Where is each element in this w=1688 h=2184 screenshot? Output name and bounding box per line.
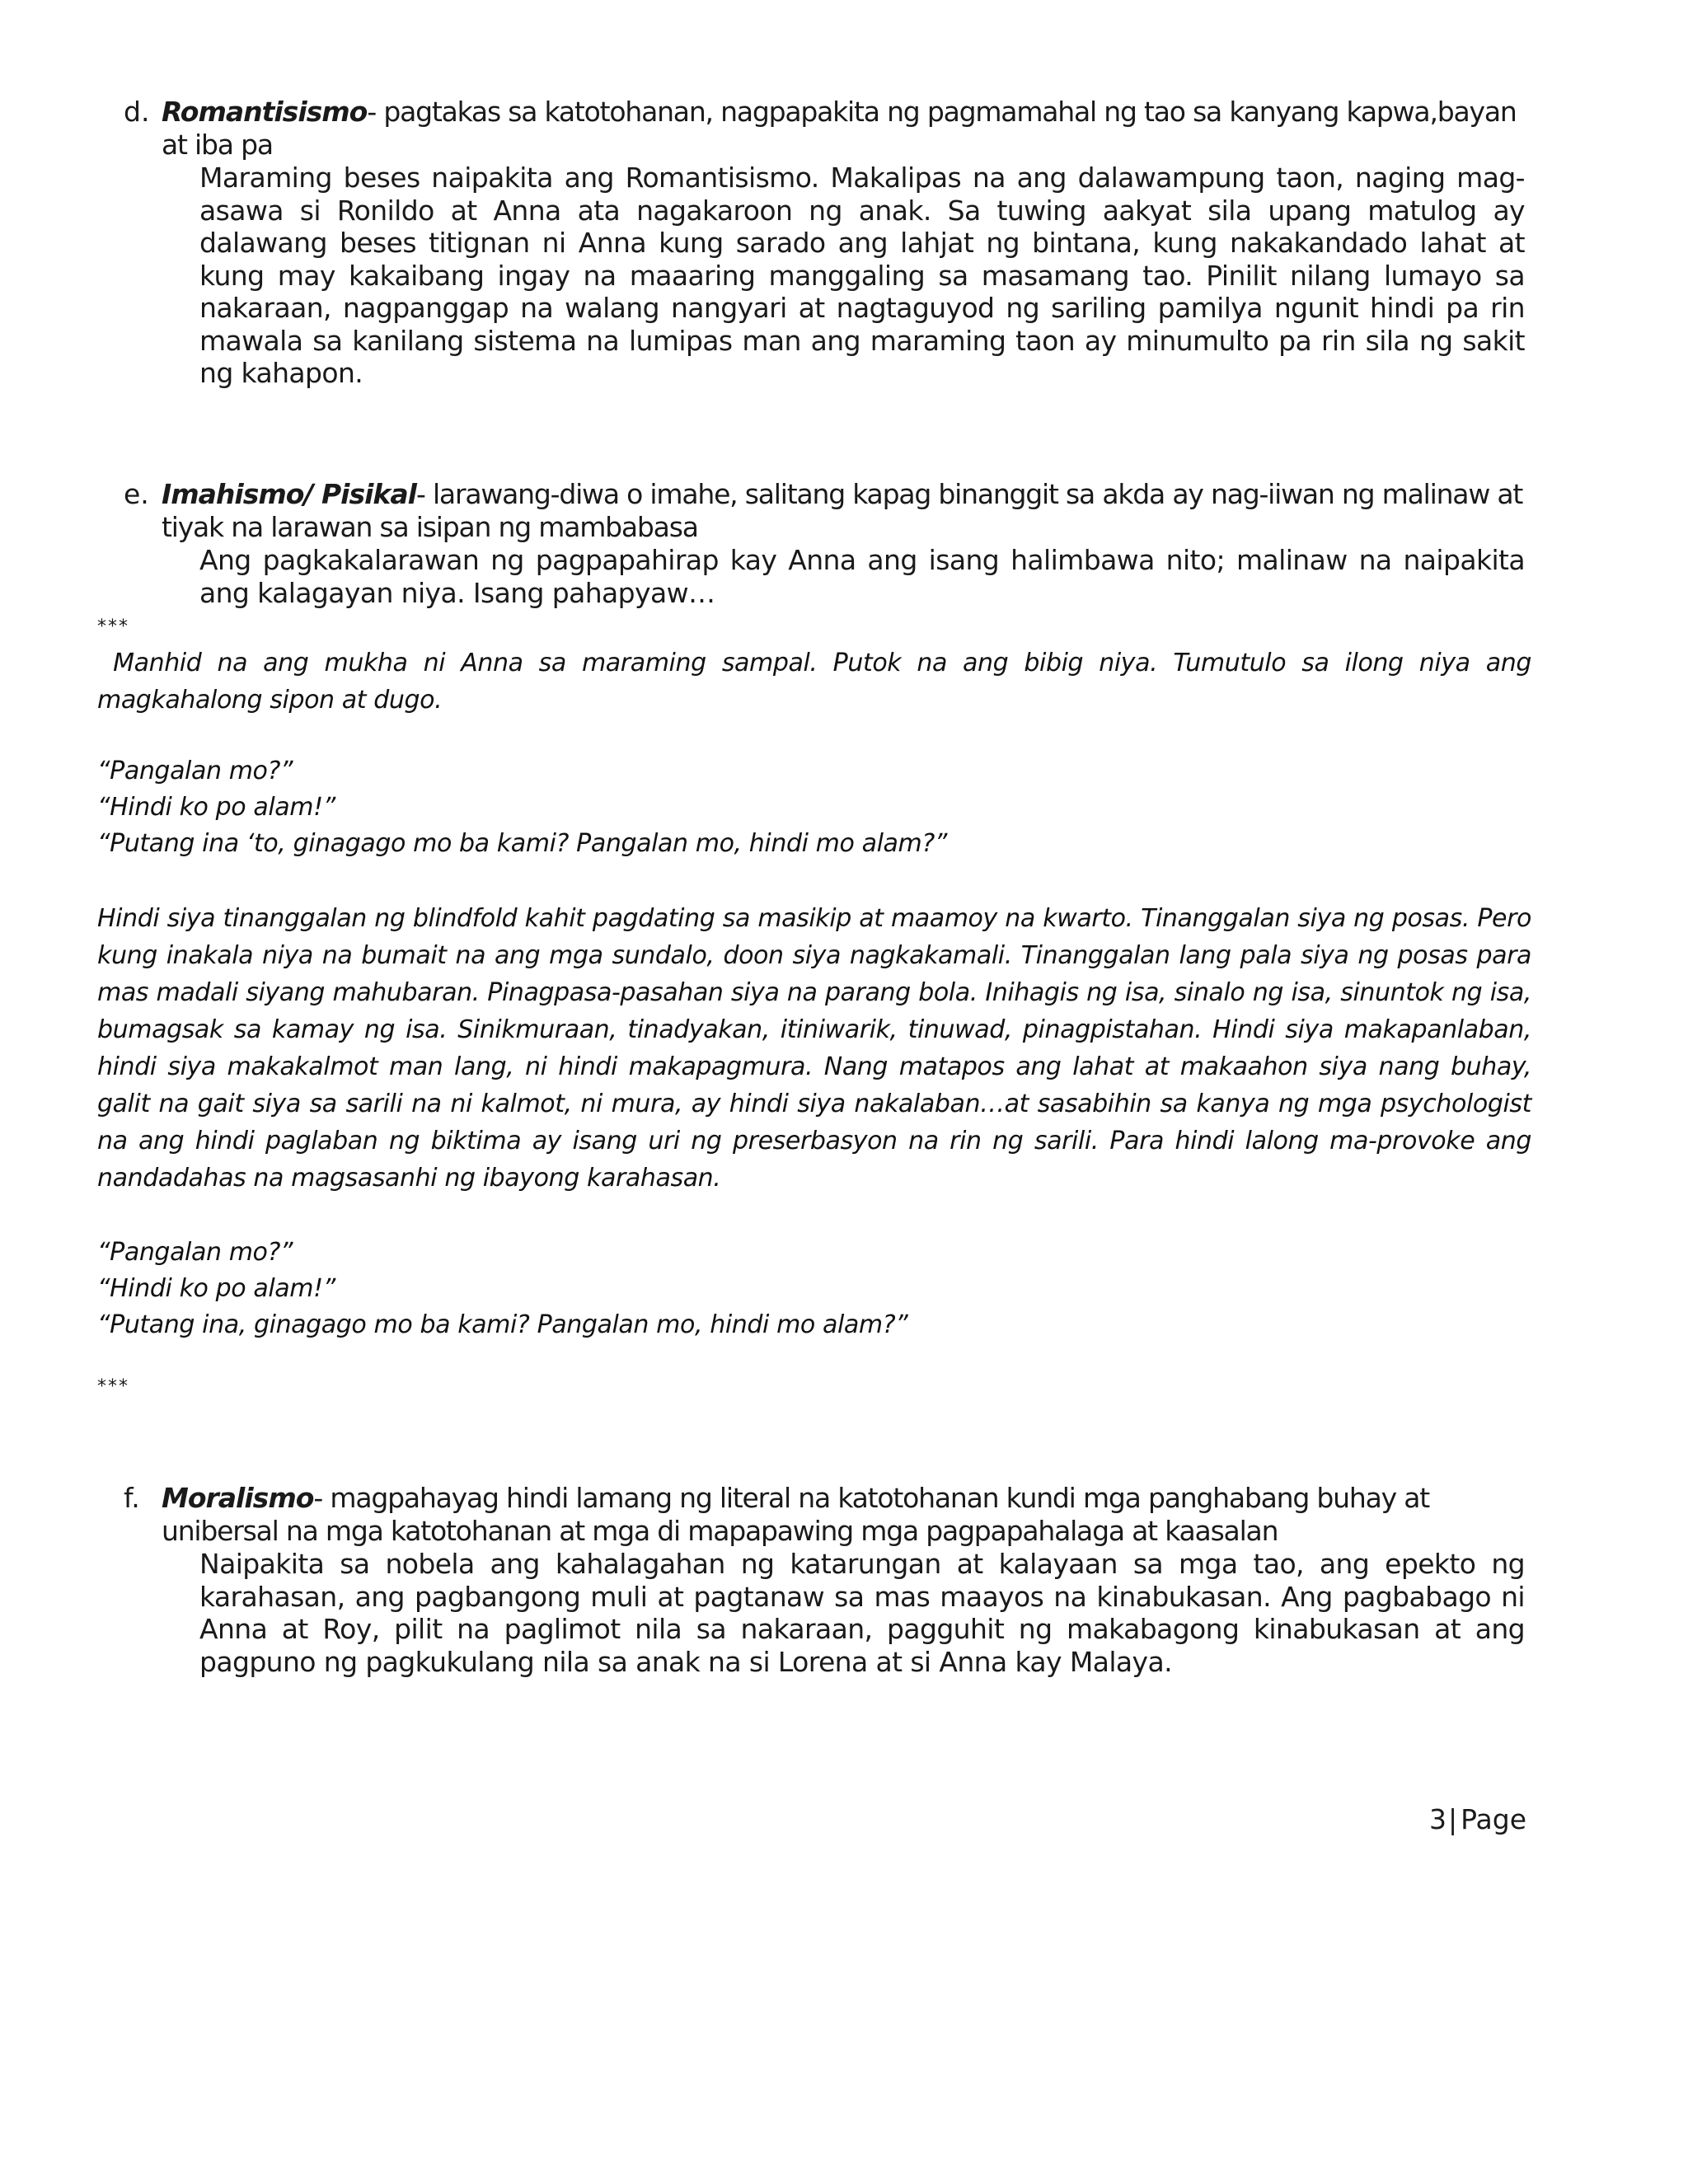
item-explanation: Naipakita sa nobela ang kahalagahan ng katarungan at kalayaan sa mga tao, ang epekto ng karahasan, ang pagbangong muli at pagtanaw sa mas maayos na kinabukasan. Ang pagbabago ni Anna at Roy, pilit na paglimot nila sa nakaraan, pagguhit ng makabagong kinabukasan at ang pagpuno ng pagkukulang nila sa anak na si Lorena at si Anna kay Malaya. xyxy=(199,1548,1525,1678)
item-heading xyxy=(162,1482,1525,1548)
dialog-line: “Putang ina ‘to, ginagago mo ba kami? Pangalan mo, hindi mo alam?” xyxy=(97,829,947,858)
excerpt-separator-bottom: *** xyxy=(97,1376,129,1397)
excerpt-separator-top: *** xyxy=(97,616,129,637)
page-number xyxy=(1429,1803,1526,1836)
term-definition: - larawang-diwa o imahe, salitang kapag binanggit sa akda ay nag-iiwan ng malinaw at tiyak na larawan sa isipan ng mambabasa xyxy=(162,478,1523,543)
dialog-line: “Pangalan mo?” xyxy=(97,1238,293,1267)
term-romantisismo: Romantisismo xyxy=(162,96,368,128)
term-imahismo: Imahismo/ Pisikal xyxy=(162,478,416,510)
excerpt-block xyxy=(97,644,1540,1343)
dialog-line: “Putang ina, ginagago mo ba kami? Pangalan mo, hindi mo alam?” xyxy=(97,1310,908,1339)
item-explanation: Maraming beses naipakita ang Romantisismo. Makalipas na ang dalawampung taon, naging mag-asawa si Ronildo at Anna ata nagakaroon ng anak. Sa tuwing aakyat sila upang matulog ay dalawang beses titignan ni Anna kung sarado ang lahjat ng bintana, kung nakakandado lahat at kung may kakaibang ingay na maaaring manggaling sa masamang tao. Pinilit nilang lumayo sa nakaraan, nagpanggap na walang nangyari at nagtaguyod ng sariling pamilya ngunit hindi pa rin mawala sa kanilang sistema na lumipas man ang maraming taon ay minumulto pa rin sila ng sakit ng kahapon. xyxy=(199,162,1525,389)
page-label: Page xyxy=(1461,1803,1526,1835)
term-moralismo: Moralismo xyxy=(162,1482,314,1514)
list-marker: f. xyxy=(124,1482,140,1514)
list-marker: e. xyxy=(124,478,149,510)
list-marker: d. xyxy=(124,96,150,128)
dialog-line: “Pangalan mo?” xyxy=(97,757,293,785)
excerpt-middle: Hindi siya tinanggalan ng blindfold kahit pagdating sa masikip at maamoy na kwarto. Tinanggalan siya ng posas. Pero kung inakala niya na bumait na ang mga sundalo, doon siya nagkakamali. Tinanggalan lang pala siya ng posas para mas madali siyang mahubaran. Pinagpasa-pasahan siya na parang bola. Inihagis ng isa, sinalo ng isa, sinuntok ng isa, bumagsak sa kamay ng isa. Sinikmuraan, tinadyakan, itiniwarik, tinuwad, pinagpistahan. Hindi siya makapanlaban, hindi siya makakalmot man lang, ni hindi makapagmura. Nang matapos ang lahat at makaahon siya nang buhay, galit na gait siya sa sarili na ni kalmot, ni mura, ay hindi siya nakalaban…at sasabihin sa kanya ng mga psychologist na ang hindi paglaban ng biktima ay isang uri ng preserbasyon na rin ng sarili. Para hindi lalong ma-provoke ang nandadahas na magsasanhi ng ibayong karahasan. xyxy=(97,904,1531,1193)
excerpt-opening: Manhid na ang mukha ni Anna sa maraming sampal. Putok na ang bibig niya. Tumutulo sa ilong niya ang magkahalong sipon at dugo. xyxy=(97,649,1540,715)
dialog-line: “Hindi ko po alam!” xyxy=(97,793,335,822)
list-item-romantisismo xyxy=(124,96,1525,390)
term-definition: - magpahayag hindi lamang ng literal na katotohanan kundi mga panghabang buhay at unibersal na mga katotohanan at mga di mapapawing mga pagpapahalaga at kaasalan xyxy=(162,1482,1430,1547)
term-definition: - pagtakas sa katotohanan, nagpapakita ng pagmamahal ng tao sa kanyang kapwa,bayan at iba pa xyxy=(162,96,1517,161)
item-heading xyxy=(162,96,1525,162)
item-heading xyxy=(162,478,1525,544)
page-number-value: 3 xyxy=(1428,1803,1447,1835)
list-item-moralismo xyxy=(124,1482,1525,1678)
dialog-line: “Hindi ko po alam!” xyxy=(97,1274,335,1303)
item-explanation: Ang pagkakalarawan ng pagpapahirap kay Anna ang isang halimbawa nito; malinaw na naipakita ang kalagayan niya. Isang pahapyaw… xyxy=(199,544,1525,609)
list-item-imahismo xyxy=(124,478,1525,609)
page-number-separator: | xyxy=(1447,1803,1458,1835)
